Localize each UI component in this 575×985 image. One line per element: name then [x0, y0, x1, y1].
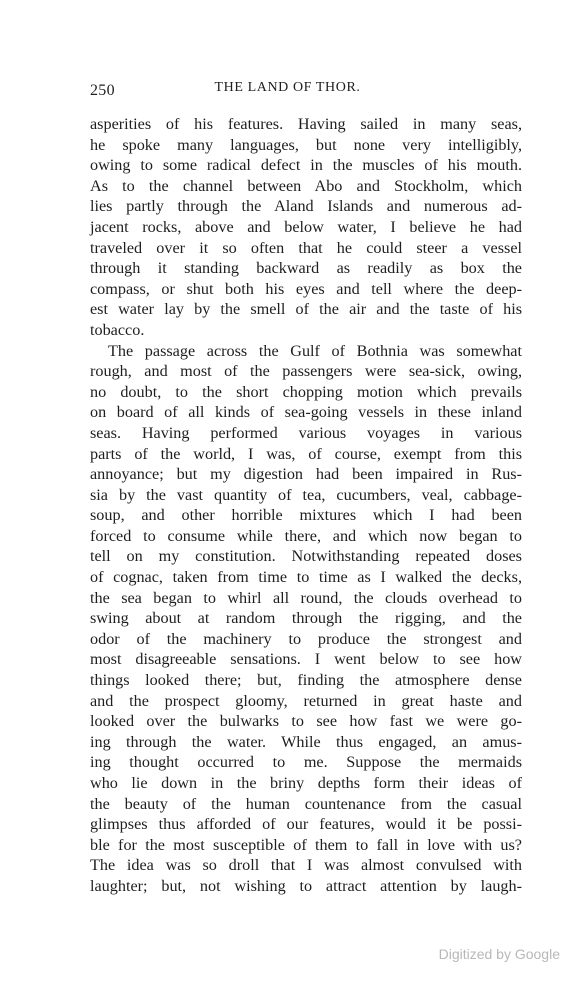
text-line: The idea was so droll that I was almost convulsed with	[90, 856, 522, 875]
text-line: asperities of his features. Having sailed in many seas,	[90, 115, 522, 133]
digitized-watermark: Digitized by Google	[438, 946, 560, 962]
text-line: who lie down in the briny depths form their ideas of	[90, 774, 522, 792]
text-line: sia by the vast quantity of tea, cucumbers, veal, cabbage-	[90, 485, 522, 504]
text-line: the sea began to whirl all round, the clouds overhead to	[90, 588, 522, 607]
text-line: ble for the most susceptible of them to fall in love with us?	[90, 835, 522, 854]
paragraph-start-line: The passage across the Gulf of Bothnia was somewhat	[108, 341, 522, 360]
text-line: on board of all kinds of sea-going vessels in these inland	[90, 403, 522, 422]
text-line: jacent rocks, above and below water, I believe he had	[90, 217, 522, 236]
text-line: things looked there; but, finding the atmosphere dense	[90, 671, 522, 690]
text-line: most disagreeable sensations. I went below to see how	[90, 650, 522, 669]
text-line: looked over the bulwarks to see how fast we were go-	[90, 712, 522, 731]
text-line: traveled over it so often that he could steer a vessel	[90, 238, 522, 257]
text-line: through it standing backward as readily as box the	[90, 259, 522, 278]
text-line: no doubt, to the short chopping motion which prevails	[90, 382, 522, 401]
text-line: he spoke many languages, but none very intelligibly,	[90, 135, 522, 154]
page-number: 250	[90, 82, 115, 99]
text-line: ing through the water. While thus engaged, an amus-	[90, 732, 522, 751]
text-line: odor of the machinery to produce the strongest and	[90, 629, 522, 648]
text-line: parts of the world, I was, of course, exempt from this	[90, 444, 522, 463]
text-line: and the prospect gloomy, returned in great haste and	[90, 691, 522, 710]
text-line: tell on my constitution. Notwithstanding repeated doses	[90, 547, 522, 566]
text-line: of cognac, taken from time to time as I walked the decks,	[90, 568, 522, 587]
text-line: seas. Having performed various voyages in various	[90, 423, 522, 442]
text-line: forced to consume while there, and which now began to	[90, 526, 522, 545]
running-title: THE LAND OF THOR.	[214, 80, 361, 95]
body-text	[90, 114, 522, 897]
text-line: laughter; but, not wishing to attract attention by laugh-	[90, 876, 522, 895]
text-line: swing about at random through the rigging, and the	[90, 609, 522, 628]
paragraph-end-line: tobacco.	[90, 320, 145, 339]
text-line: the beauty of the human countenance from the casual	[90, 794, 522, 813]
text-line: ing thought occurred to me. Suppose the mermaids	[90, 753, 522, 772]
text-line: glimpses thus afforded of our features, would it be possi-	[90, 815, 522, 834]
text-line: lies partly through the Aland Islands and numerous ad-	[90, 197, 522, 216]
text-line: rough, and most of the passengers were sea-sick, owing,	[90, 362, 522, 381]
text-line: annoyance; but my digestion had been impaired in Rus-	[90, 465, 522, 484]
text-line: As to the channel between Abo and Stockholm, which	[90, 176, 522, 195]
text-line: owing to some radical defect in the muscles of his mouth.	[90, 156, 522, 175]
text-line: compass, or shut both his eyes and tell where the deep-	[90, 279, 522, 298]
text-line: soup, and other horrible mixtures which I had been	[90, 506, 522, 525]
text-line: est water lay by the smell of the air and the taste of his	[90, 300, 522, 319]
